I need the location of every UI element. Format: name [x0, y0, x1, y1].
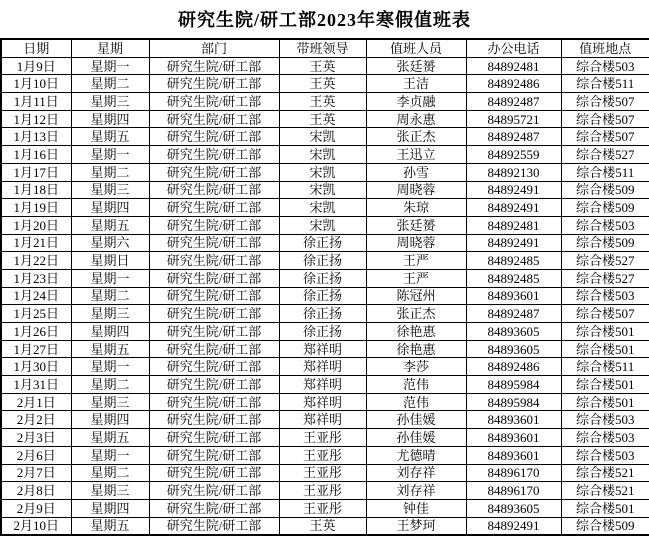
cell-department: 研究生院/研工部: [149, 393, 279, 411]
cell-phone: 84892486: [466, 358, 561, 376]
cell-weekday: 星期五: [71, 517, 149, 535]
cell-staff: 张廷赟: [366, 57, 466, 75]
cell-date: 2月7日: [1, 464, 71, 482]
cell-department: 研究生院/研工部: [149, 358, 279, 376]
cell-leader: 郑祥明: [279, 411, 366, 429]
cell-staff: 王严: [366, 252, 466, 270]
table-row: [1, 252, 649, 270]
cell-staff: 范伟: [366, 376, 466, 394]
cell-weekday: 星期六: [71, 234, 149, 252]
cell-leader: 徐正扬: [279, 287, 366, 305]
table-row: [1, 110, 649, 128]
cell-phone: 84892487: [466, 305, 561, 323]
cell-leader: 王英: [279, 57, 366, 75]
column-header-location: 值班地点: [561, 39, 649, 57]
cell-weekday: 星期一: [71, 446, 149, 464]
cell-leader: 徐正扬: [279, 269, 366, 287]
cell-leader: 宋凯: [279, 163, 366, 181]
cell-phone: 84892491: [466, 517, 561, 535]
cell-phone: 84895984: [466, 393, 561, 411]
cell-date: 1月25日: [1, 305, 71, 323]
table-row: [1, 181, 649, 199]
cell-date: 1月19日: [1, 199, 71, 217]
cell-phone: 84893601: [466, 411, 561, 429]
cell-location: 综合楼507: [561, 305, 649, 323]
table-row: [1, 199, 649, 217]
cell-location: 综合楼507: [561, 93, 649, 111]
cell-staff: 陈冠州: [366, 287, 466, 305]
cell-location: 综合楼503: [561, 429, 649, 447]
cell-phone: 84892481: [466, 216, 561, 234]
table-row: [1, 75, 649, 93]
cell-location: 综合楼503: [561, 411, 649, 429]
cell-phone: 84896170: [466, 464, 561, 482]
cell-staff: 周晓蓉: [366, 234, 466, 252]
cell-weekday: 星期一: [71, 358, 149, 376]
cell-leader: 徐正扬: [279, 234, 366, 252]
cell-weekday: 星期二: [71, 163, 149, 181]
cell-department: 研究生院/研工部: [149, 340, 279, 358]
table-row: [1, 287, 649, 305]
cell-leader: 王英: [279, 110, 366, 128]
cell-department: 研究生院/研工部: [149, 234, 279, 252]
table-row: [1, 323, 649, 341]
cell-leader: 王亚彤: [279, 446, 366, 464]
cell-staff: 王梦珂: [366, 517, 466, 535]
cell-staff: 张廷赟: [366, 216, 466, 234]
cell-staff: 王洁: [366, 75, 466, 93]
cell-staff: 徐艳惠: [366, 340, 466, 358]
cell-date: 1月23日: [1, 269, 71, 287]
cell-leader: 宋凯: [279, 146, 366, 164]
cell-location: 综合楼511: [561, 358, 649, 376]
cell-department: 研究生院/研工部: [149, 93, 279, 111]
cell-leader: 郑祥明: [279, 340, 366, 358]
cell-leader: 宋凯: [279, 128, 366, 146]
table-row: [1, 499, 649, 517]
cell-location: 综合楼501: [561, 376, 649, 394]
table-row: [1, 269, 649, 287]
cell-weekday: 星期四: [71, 499, 149, 517]
table-row: [1, 128, 649, 146]
cell-staff: 李贞融: [366, 93, 466, 111]
cell-date: 1月22日: [1, 252, 71, 270]
cell-weekday: 星期五: [71, 429, 149, 447]
table-row: [1, 146, 649, 164]
cell-staff: 尤德晴: [366, 446, 466, 464]
cell-phone: 84893605: [466, 340, 561, 358]
table-row: [1, 429, 649, 447]
cell-date: 1月11日: [1, 93, 71, 111]
cell-weekday: 星期一: [71, 146, 149, 164]
cell-date: 2月3日: [1, 429, 71, 447]
cell-date: 2月6日: [1, 446, 71, 464]
table-row: [1, 464, 649, 482]
cell-location: 综合楼509: [561, 199, 649, 217]
cell-staff: 王迅立: [366, 146, 466, 164]
cell-weekday: 星期三: [71, 181, 149, 199]
cell-department: 研究生院/研工部: [149, 287, 279, 305]
table-row: [1, 216, 649, 234]
cell-date: 2月2日: [1, 411, 71, 429]
cell-phone: 84892491: [466, 234, 561, 252]
cell-staff: 孙佳媛: [366, 411, 466, 429]
cell-department: 研究生院/研工部: [149, 128, 279, 146]
cell-phone: 84892485: [466, 252, 561, 270]
cell-phone: 84893605: [466, 323, 561, 341]
table-row: [1, 163, 649, 181]
table-row: [1, 517, 649, 535]
cell-leader: 王英: [279, 75, 366, 93]
cell-phone: 84892491: [466, 181, 561, 199]
cell-department: 研究生院/研工部: [149, 517, 279, 535]
cell-date: 1月21日: [1, 234, 71, 252]
cell-phone: 84892130: [466, 163, 561, 181]
cell-date: 1月16日: [1, 146, 71, 164]
column-header-leader: 带班领导: [279, 39, 366, 57]
cell-leader: 郑祥明: [279, 376, 366, 394]
cell-staff: 刘存祥: [366, 482, 466, 500]
cell-date: 1月30日: [1, 358, 71, 376]
cell-date: 1月18日: [1, 181, 71, 199]
cell-location: 综合楼521: [561, 482, 649, 500]
cell-leader: 王亚彤: [279, 499, 366, 517]
cell-staff: 周永惠: [366, 110, 466, 128]
cell-staff: 李莎: [366, 358, 466, 376]
column-header-date: 日期: [1, 39, 71, 57]
table-body: [1, 57, 649, 535]
table-row: [1, 376, 649, 394]
cell-location: 综合楼501: [561, 340, 649, 358]
cell-department: 研究生院/研工部: [149, 75, 279, 93]
cell-weekday: 星期日: [71, 252, 149, 270]
cell-leader: 徐正扬: [279, 305, 366, 323]
cell-department: 研究生院/研工部: [149, 323, 279, 341]
cell-date: 1月9日: [1, 57, 71, 75]
cell-staff: 孙雪: [366, 163, 466, 181]
table-row: [1, 411, 649, 429]
cell-department: 研究生院/研工部: [149, 110, 279, 128]
cell-date: 1月10日: [1, 75, 71, 93]
cell-weekday: 星期四: [71, 323, 149, 341]
table-row: [1, 446, 649, 464]
cell-staff: 朱琼: [366, 199, 466, 217]
cell-date: 1月26日: [1, 323, 71, 341]
cell-department: 研究生院/研工部: [149, 57, 279, 75]
cell-location: 综合楼511: [561, 75, 649, 93]
cell-location: 综合楼503: [561, 57, 649, 75]
cell-weekday: 星期一: [71, 57, 149, 75]
cell-phone: 84896170: [466, 482, 561, 500]
cell-leader: 王亚彤: [279, 482, 366, 500]
cell-weekday: 星期一: [71, 269, 149, 287]
cell-department: 研究生院/研工部: [149, 252, 279, 270]
table-row: [1, 358, 649, 376]
cell-leader: 宋凯: [279, 199, 366, 217]
cell-location: 综合楼511: [561, 163, 649, 181]
cell-date: 2月1日: [1, 393, 71, 411]
table-row: [1, 305, 649, 323]
cell-location: 综合楼501: [561, 499, 649, 517]
cell-weekday: 星期三: [71, 93, 149, 111]
cell-weekday: 星期三: [71, 305, 149, 323]
cell-weekday: 星期二: [71, 464, 149, 482]
cell-location: 综合楼501: [561, 393, 649, 411]
cell-staff: 周晓蓉: [366, 181, 466, 199]
cell-location: 综合楼501: [561, 323, 649, 341]
cell-weekday: 星期二: [71, 376, 149, 394]
cell-weekday: 星期五: [71, 128, 149, 146]
cell-department: 研究生院/研工部: [149, 163, 279, 181]
cell-leader: 徐正扬: [279, 252, 366, 270]
cell-department: 研究生院/研工部: [149, 216, 279, 234]
cell-phone: 84892487: [466, 128, 561, 146]
cell-location: 综合楼503: [561, 287, 649, 305]
column-header-phone: 办公电话: [466, 39, 561, 57]
table-row: [1, 393, 649, 411]
cell-location: 综合楼527: [561, 146, 649, 164]
cell-date: 1月17日: [1, 163, 71, 181]
cell-department: 研究生院/研工部: [149, 146, 279, 164]
cell-phone: 84892481: [466, 57, 561, 75]
cell-phone: 84892485: [466, 269, 561, 287]
cell-leader: 王英: [279, 517, 366, 535]
header-row: [1, 39, 649, 57]
cell-staff: 刘存祥: [366, 464, 466, 482]
cell-staff: 张正杰: [366, 128, 466, 146]
cell-weekday: 星期三: [71, 482, 149, 500]
cell-phone: 84895721: [466, 110, 561, 128]
cell-location: 综合楼527: [561, 252, 649, 270]
cell-staff: 孙佳媛: [366, 429, 466, 447]
duty-schedule-table: [0, 38, 649, 536]
cell-department: 研究生院/研工部: [149, 464, 279, 482]
cell-department: 研究生院/研工部: [149, 482, 279, 500]
cell-leader: 王亚彤: [279, 429, 366, 447]
cell-date: 1月20日: [1, 216, 71, 234]
cell-date: 2月9日: [1, 499, 71, 517]
cell-phone: 84892487: [466, 93, 561, 111]
cell-leader: 王英: [279, 93, 366, 111]
column-header-department: 部门: [149, 39, 279, 57]
cell-date: 1月24日: [1, 287, 71, 305]
cell-location: 综合楼509: [561, 181, 649, 199]
cell-date: 1月27日: [1, 340, 71, 358]
cell-location: 综合楼507: [561, 128, 649, 146]
cell-leader: 郑祥明: [279, 358, 366, 376]
table-row: [1, 93, 649, 111]
cell-department: 研究生院/研工部: [149, 411, 279, 429]
table-row: [1, 340, 649, 358]
cell-date: 2月10日: [1, 517, 71, 535]
cell-department: 研究生院/研工部: [149, 305, 279, 323]
cell-weekday: 星期二: [71, 75, 149, 93]
cell-location: 综合楼503: [561, 446, 649, 464]
cell-leader: 王亚彤: [279, 464, 366, 482]
cell-date: 2月8日: [1, 482, 71, 500]
cell-leader: 宋凯: [279, 181, 366, 199]
cell-leader: 郑祥明: [279, 393, 366, 411]
cell-department: 研究生院/研工部: [149, 499, 279, 517]
cell-department: 研究生院/研工部: [149, 181, 279, 199]
cell-weekday: 星期五: [71, 216, 149, 234]
cell-staff: 徐艳惠: [366, 323, 466, 341]
cell-leader: 徐正扬: [279, 323, 366, 341]
column-header-staff: 值班人员: [366, 39, 466, 57]
cell-phone: 84892559: [466, 146, 561, 164]
column-header-weekday: 星期: [71, 39, 149, 57]
cell-weekday: 星期五: [71, 340, 149, 358]
cell-phone: 84892486: [466, 75, 561, 93]
cell-location: 综合楼509: [561, 234, 649, 252]
cell-location: 综合楼503: [561, 216, 649, 234]
cell-phone: 84893605: [466, 499, 561, 517]
cell-staff: 钟佳: [366, 499, 466, 517]
cell-department: 研究生院/研工部: [149, 199, 279, 217]
cell-date: 1月12日: [1, 110, 71, 128]
cell-weekday: 星期四: [71, 110, 149, 128]
page-title: 研究生院/研工部2023年寒假值班表: [178, 10, 471, 30]
cell-department: 研究生院/研工部: [149, 446, 279, 464]
cell-department: 研究生院/研工部: [149, 429, 279, 447]
table-row: [1, 482, 649, 500]
cell-phone: 84893601: [466, 429, 561, 447]
cell-phone: 84893601: [466, 446, 561, 464]
cell-department: 研究生院/研工部: [149, 269, 279, 287]
table-row: [1, 57, 649, 75]
cell-location: 综合楼507: [561, 110, 649, 128]
cell-phone: 84892491: [466, 199, 561, 217]
table-row: [1, 234, 649, 252]
cell-date: 1月13日: [1, 128, 71, 146]
cell-weekday: 星期三: [71, 393, 149, 411]
cell-weekday: 星期二: [71, 287, 149, 305]
cell-location: 综合楼521: [561, 464, 649, 482]
cell-staff: 张正杰: [366, 305, 466, 323]
cell-staff: 范伟: [366, 393, 466, 411]
cell-weekday: 星期四: [71, 411, 149, 429]
cell-department: 研究生院/研工部: [149, 376, 279, 394]
cell-staff: 王严: [366, 269, 466, 287]
cell-phone: 84893601: [466, 287, 561, 305]
cell-weekday: 星期四: [71, 199, 149, 217]
cell-location: 综合楼527: [561, 269, 649, 287]
cell-location: 综合楼509: [561, 517, 649, 535]
cell-phone: 84895984: [466, 376, 561, 394]
cell-date: 1月31日: [1, 376, 71, 394]
cell-leader: 宋凯: [279, 216, 366, 234]
